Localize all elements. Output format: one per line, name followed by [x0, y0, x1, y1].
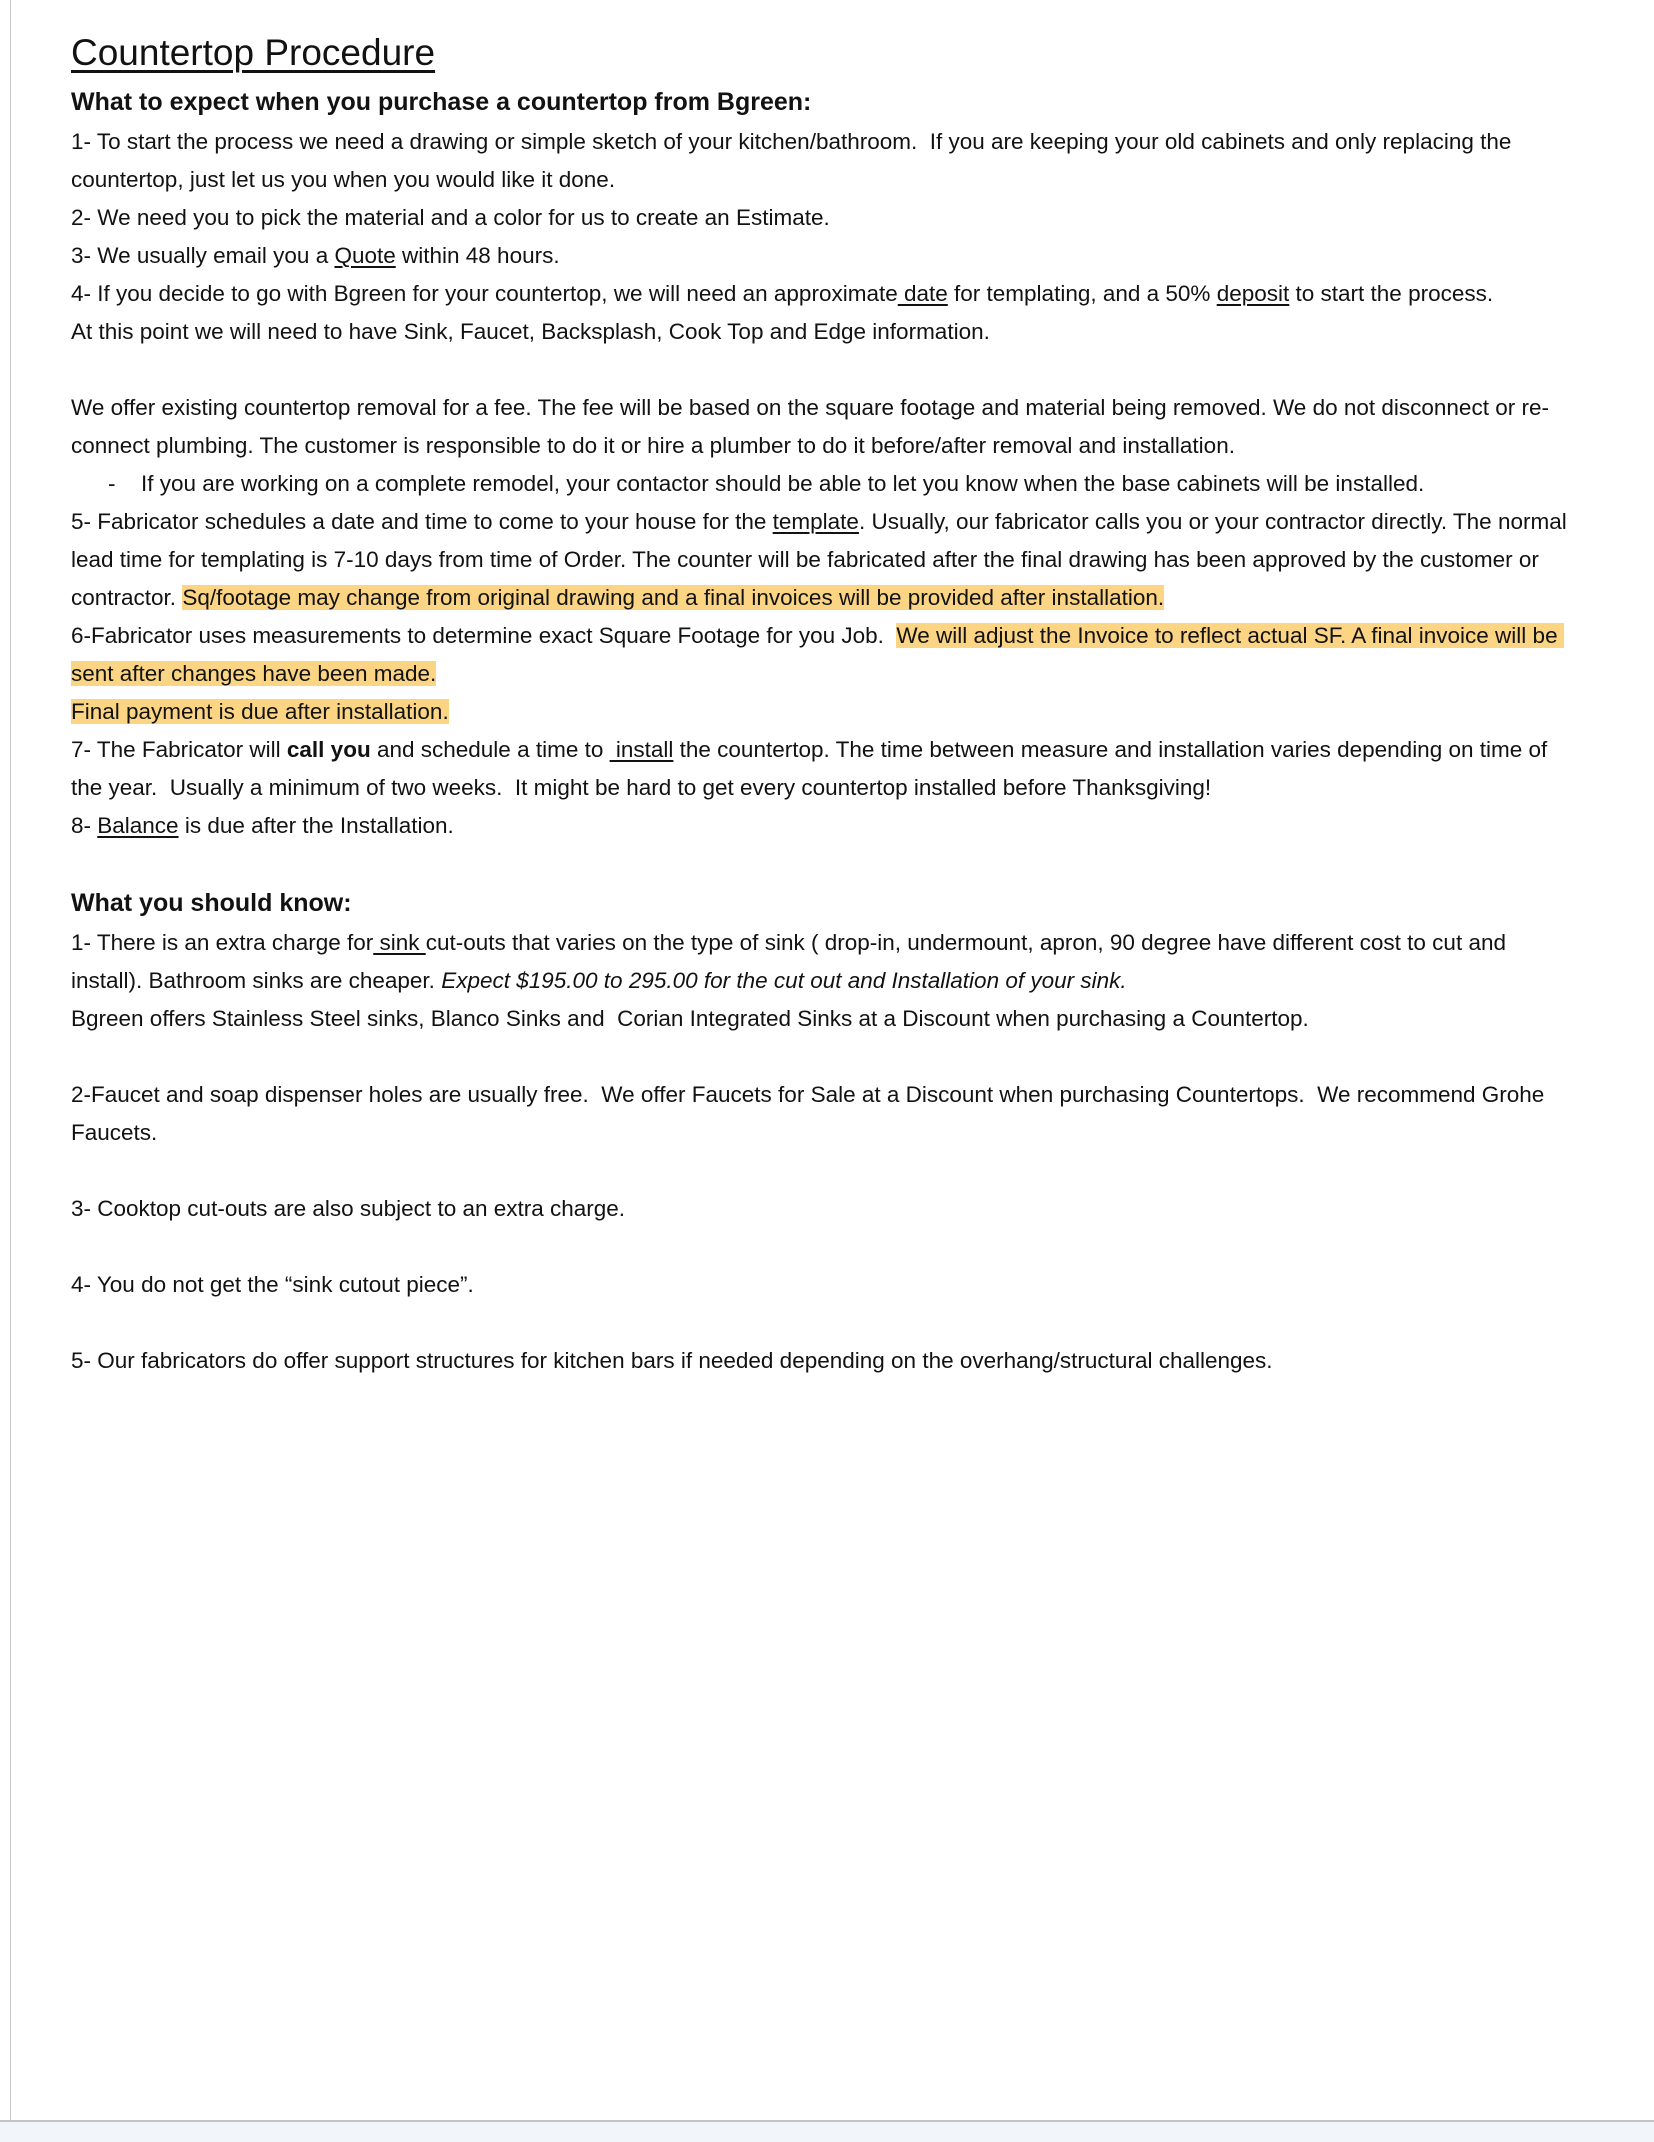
text-run: We offer existing countertop removal for a fee. The fee will be based on the square footage and material being removed. We do not disconnect or re-connect plumbing. The customer is responsible to do it or hire a plumber to do it before/after removal and installation.: [71, 395, 1549, 458]
step-2: [71, 199, 1580, 237]
text-run: We will adjust the Invoice to reflect actual SF. A final invoice will be sent after changes have been made.: [71, 623, 1564, 686]
text-run: date: [897, 281, 948, 306]
blank-line: [71, 845, 1580, 883]
text-run: 7- The Fabricator will: [71, 737, 287, 762]
section-heading-expect: [71, 82, 1580, 123]
text-run: the countertop. The time between measure and installation varies depending on time of the year. Usually a minimum of two weeks. It might be hard to get every countertop installed before Thanksgiving!: [71, 737, 1554, 800]
step-3: [71, 237, 1580, 275]
blank-line: [71, 1038, 1580, 1076]
text-run: 5- Our fabricators do offer support structures for kitchen bars if needed depending on the overhang/structural challenges.: [71, 1348, 1273, 1373]
blank-line: [71, 1152, 1580, 1190]
page-bottom-gutter: [0, 2120, 1654, 2142]
text-run: to start the process.: [1289, 281, 1494, 306]
remodel-bullet: [71, 465, 1580, 503]
blank-line: [71, 1228, 1580, 1266]
step-4-note: [71, 313, 1580, 351]
text-run: Final payment is due after installation.: [71, 699, 449, 724]
document-body: [71, 26, 1580, 1380]
text-run: What to expect when you purchase a countertop from Bgreen:: [71, 88, 812, 116]
text-run: 2- We need you to pick the material and a color for us to create an Estimate.: [71, 205, 830, 230]
text-run: What you should know:: [71, 889, 352, 917]
text-run: Quote: [334, 243, 396, 268]
final-payment-note: [71, 693, 1580, 731]
step-4: [71, 275, 1580, 313]
step-8: [71, 807, 1580, 845]
text-run: is due after the Installation.: [178, 813, 454, 838]
know-2: [71, 1076, 1580, 1152]
blank-line: [71, 1304, 1580, 1342]
text-run: Sq/footage may change from original drawing and a final invoices will be provided after installation.: [182, 585, 1165, 610]
text-run: 6-Fabricator uses measurements to determine exact Square Footage for you Job.: [71, 623, 897, 648]
text-run: 8-: [71, 813, 98, 838]
text-run: Bgreen offers Stainless Steel sinks, Blanco Sinks and Corian Integrated Sinks at a Discount when purchasing a Countertop.: [71, 1006, 1309, 1031]
step-5: [71, 503, 1580, 617]
removal-paragraph: [71, 389, 1580, 465]
text-run: cut-outs that varies on the type of sink ( drop-in, undermount, apron, 90 degree have different cost to cut and install). Bathroom sinks are cheaper.: [71, 930, 1513, 993]
text-run: Expect $195.00 to 295.00 for the cut out and Installation of your sink.: [441, 968, 1127, 993]
page-title: [71, 26, 1580, 82]
know-4: [71, 1266, 1580, 1304]
text-run: install: [609, 737, 674, 762]
step-6: [71, 617, 1580, 693]
text-run: deposit: [1216, 281, 1290, 306]
blank-line: [71, 351, 1580, 389]
text-run: At this point we will need to have Sink, Faucet, Backsplash, Cook Top and Edge information.: [71, 319, 990, 344]
know-3: [71, 1190, 1580, 1228]
text-run: 4- If you decide to go with Bgreen for your countertop, we will need an approximate: [71, 281, 898, 306]
text-run: If you are working on a complete remodel, your contactor should be able to let you know when the base cabinets will be installed.: [141, 471, 1425, 496]
text-run: 5- Fabricator schedules a date and time to come to your house for the: [71, 509, 773, 534]
text-run: 4- You do not get the “sink cutout piece”.: [71, 1272, 474, 1297]
text-run: Countertop Procedure: [71, 32, 436, 73]
text-run: sink: [373, 930, 426, 955]
dash-bullet: -: [108, 471, 116, 496]
text-run: 3- We usually email you a: [71, 243, 335, 268]
section-heading-know: [71, 883, 1580, 924]
text-run: template: [772, 509, 859, 534]
text-run: 3- Cooktop cut-outs are also subject to an extra charge.: [71, 1196, 626, 1221]
step-7: [71, 731, 1580, 807]
text-run: . Usually, our fabricator calls you or your contractor directly. The normal lead time for templating is 7-10 days from time of Order. The counter will be fabricated after the final drawing has been approved by the customer or contractor.: [71, 509, 1573, 610]
text-run: 1- There is an extra charge for: [71, 930, 374, 955]
text-run: call you: [286, 737, 371, 762]
text-run: 1- To start the process we need a drawing or simple sketch of your kitchen/bathroom. If you are keeping your old cabinets and only replacing the countertop, just let us you when you would like it done.: [71, 129, 1518, 192]
know-1-note: [71, 1000, 1580, 1038]
text-run: for templating, and a 50%: [947, 281, 1217, 306]
know-1: [71, 924, 1580, 1000]
document-page: [10, 0, 1654, 2120]
step-1: [71, 123, 1580, 199]
text-run: within 48 hours.: [395, 243, 560, 268]
text-run: and schedule a time to: [370, 737, 610, 762]
know-5: [71, 1342, 1580, 1380]
text-run: 2-Faucet and soap dispenser holes are usually free. We offer Faucets for Sale at a Discount when purchasing Countertops. We recommend Grohe Faucets.: [71, 1082, 1551, 1145]
text-run: Balance: [97, 813, 179, 838]
